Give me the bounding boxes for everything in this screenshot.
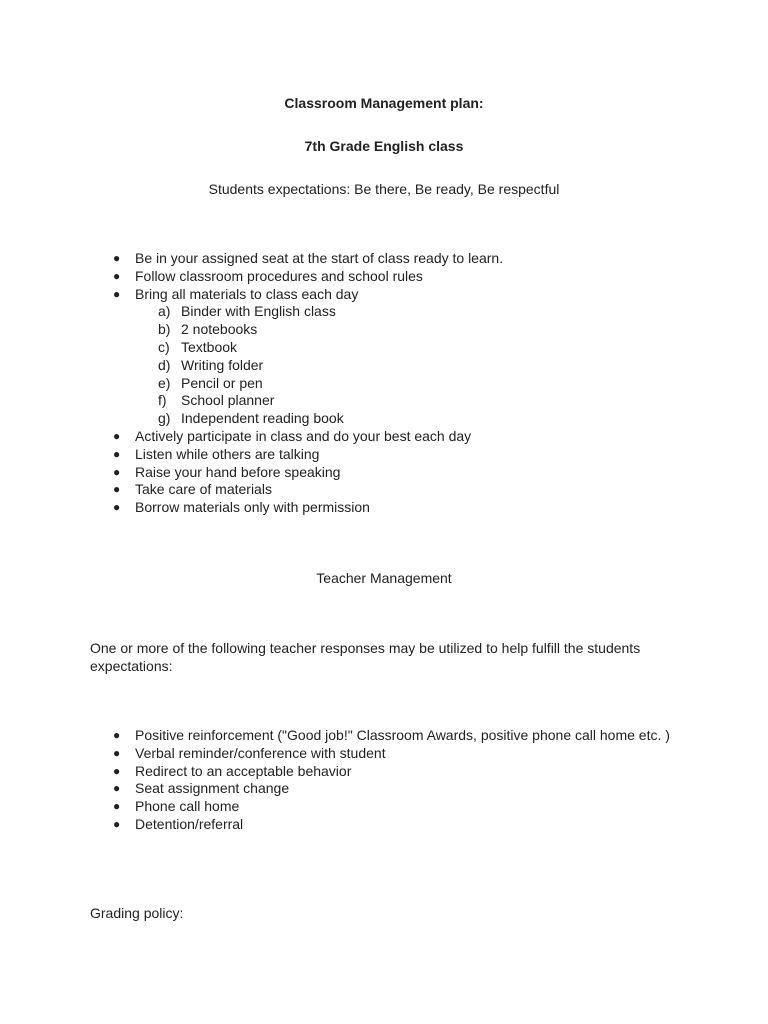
- sublist-item-text: School planner: [181, 392, 275, 409]
- bullet-icon: ●: [113, 500, 121, 515]
- grading-policy-heading: Grading policy:: [90, 905, 184, 921]
- document-title: Classroom Management plan:: [284, 95, 484, 111]
- teacher-management-heading: Teacher Management: [316, 570, 452, 586]
- bullet-icon: ●: [113, 446, 121, 461]
- sublist-marker: f): [158, 392, 167, 409]
- sublist-item-text: Binder with English class: [181, 303, 336, 320]
- list-item-text: Bring all materials to class each day: [135, 285, 359, 302]
- materials-sublist-item: [0, 339, 688, 357]
- bullet-icon: ●: [113, 251, 121, 265]
- list-item-text: Detention/referral: [135, 815, 244, 832]
- expectation-item: [0, 268, 768, 286]
- sublist-item-text: Writing folder: [181, 356, 264, 373]
- list-item-text: Verbal reminder/conference with student: [135, 744, 386, 761]
- teacher-response-item: [0, 816, 768, 834]
- expectation-item: [0, 286, 768, 428]
- expectation-item: [0, 481, 768, 499]
- sublist-marker: d): [158, 356, 171, 373]
- sublist-item-text: 2 notebooks: [181, 321, 258, 338]
- list-item-text: Be in your assigned seat at the start of class ready to learn.: [135, 250, 504, 266]
- materials-sublist-item: [0, 321, 688, 339]
- bullet-icon: ●: [113, 464, 121, 479]
- list-item-text: Take care of materials: [135, 481, 272, 498]
- teacher-response-item: [0, 745, 768, 763]
- bullet-icon: ●: [113, 482, 121, 497]
- bullet-icon: ●: [113, 816, 121, 831]
- bullet-icon: ●: [113, 745, 121, 760]
- sublist-marker: c): [158, 338, 170, 355]
- list-item-text: Seat assignment change: [135, 780, 290, 797]
- bullet-icon: ●: [113, 799, 121, 814]
- materials-sublist-item: [0, 357, 688, 375]
- expectation-item: [0, 464, 768, 482]
- materials-sublist-item: [0, 410, 688, 428]
- sublist-item-text: Pencil or pen: [181, 374, 263, 391]
- list-item-text: Listen while others are talking: [135, 445, 320, 462]
- teacher-intro-paragraph: One or more of the following teacher responses may be utilized to help fulfill the students expectations:: [90, 640, 641, 674]
- sublist-item-text: Independent reading book: [181, 410, 344, 427]
- list-item-text: Redirect to an acceptable behavior: [135, 762, 352, 779]
- list-item-text: Phone call home: [135, 798, 240, 815]
- bullet-icon: ●: [113, 428, 121, 443]
- expectations-line: Students expectations: Be there, Be ready, Be respectful: [208, 181, 560, 197]
- materials-sublist: [135, 303, 688, 428]
- expectations-list: [0, 250, 768, 517]
- teacher-response-item: [0, 763, 768, 781]
- sublist-marker: e): [158, 374, 171, 391]
- bullet-icon: ●: [113, 286, 121, 301]
- list-item-text: Actively participate in class and do your best each day: [135, 427, 472, 444]
- teacher-responses-list: [0, 727, 768, 834]
- teacher-response-item: [0, 727, 768, 745]
- list-item-text: Borrow materials only with permission: [135, 499, 370, 516]
- teacher-response-item: [0, 780, 768, 798]
- list-item-text: Follow classroom procedures and school rules: [135, 267, 423, 284]
- document-subtitle: 7th Grade English class: [304, 138, 464, 154]
- bullet-icon: ●: [113, 728, 121, 742]
- sublist-marker: a): [158, 303, 171, 320]
- sublist-marker: g): [158, 410, 171, 427]
- materials-sublist-item: [0, 303, 688, 321]
- bullet-icon: ●: [113, 268, 121, 283]
- list-item-text: Positive reinforcement ("Good job!" Classroom Awards, positive phone call home etc. ): [135, 727, 670, 743]
- materials-sublist-item: [0, 392, 688, 410]
- materials-sublist-item: [0, 375, 688, 393]
- sublist-marker: b): [158, 321, 171, 338]
- expectation-item: [0, 250, 768, 268]
- expectation-item: [0, 446, 768, 464]
- bullet-icon: ●: [113, 763, 121, 778]
- teacher-response-item: [0, 798, 768, 816]
- list-item-text: Raise your hand before speaking: [135, 463, 341, 480]
- sublist-item-text: Textbook: [181, 338, 238, 355]
- expectation-item: [0, 428, 768, 446]
- expectation-item: [0, 499, 768, 517]
- bullet-icon: ●: [113, 781, 121, 796]
